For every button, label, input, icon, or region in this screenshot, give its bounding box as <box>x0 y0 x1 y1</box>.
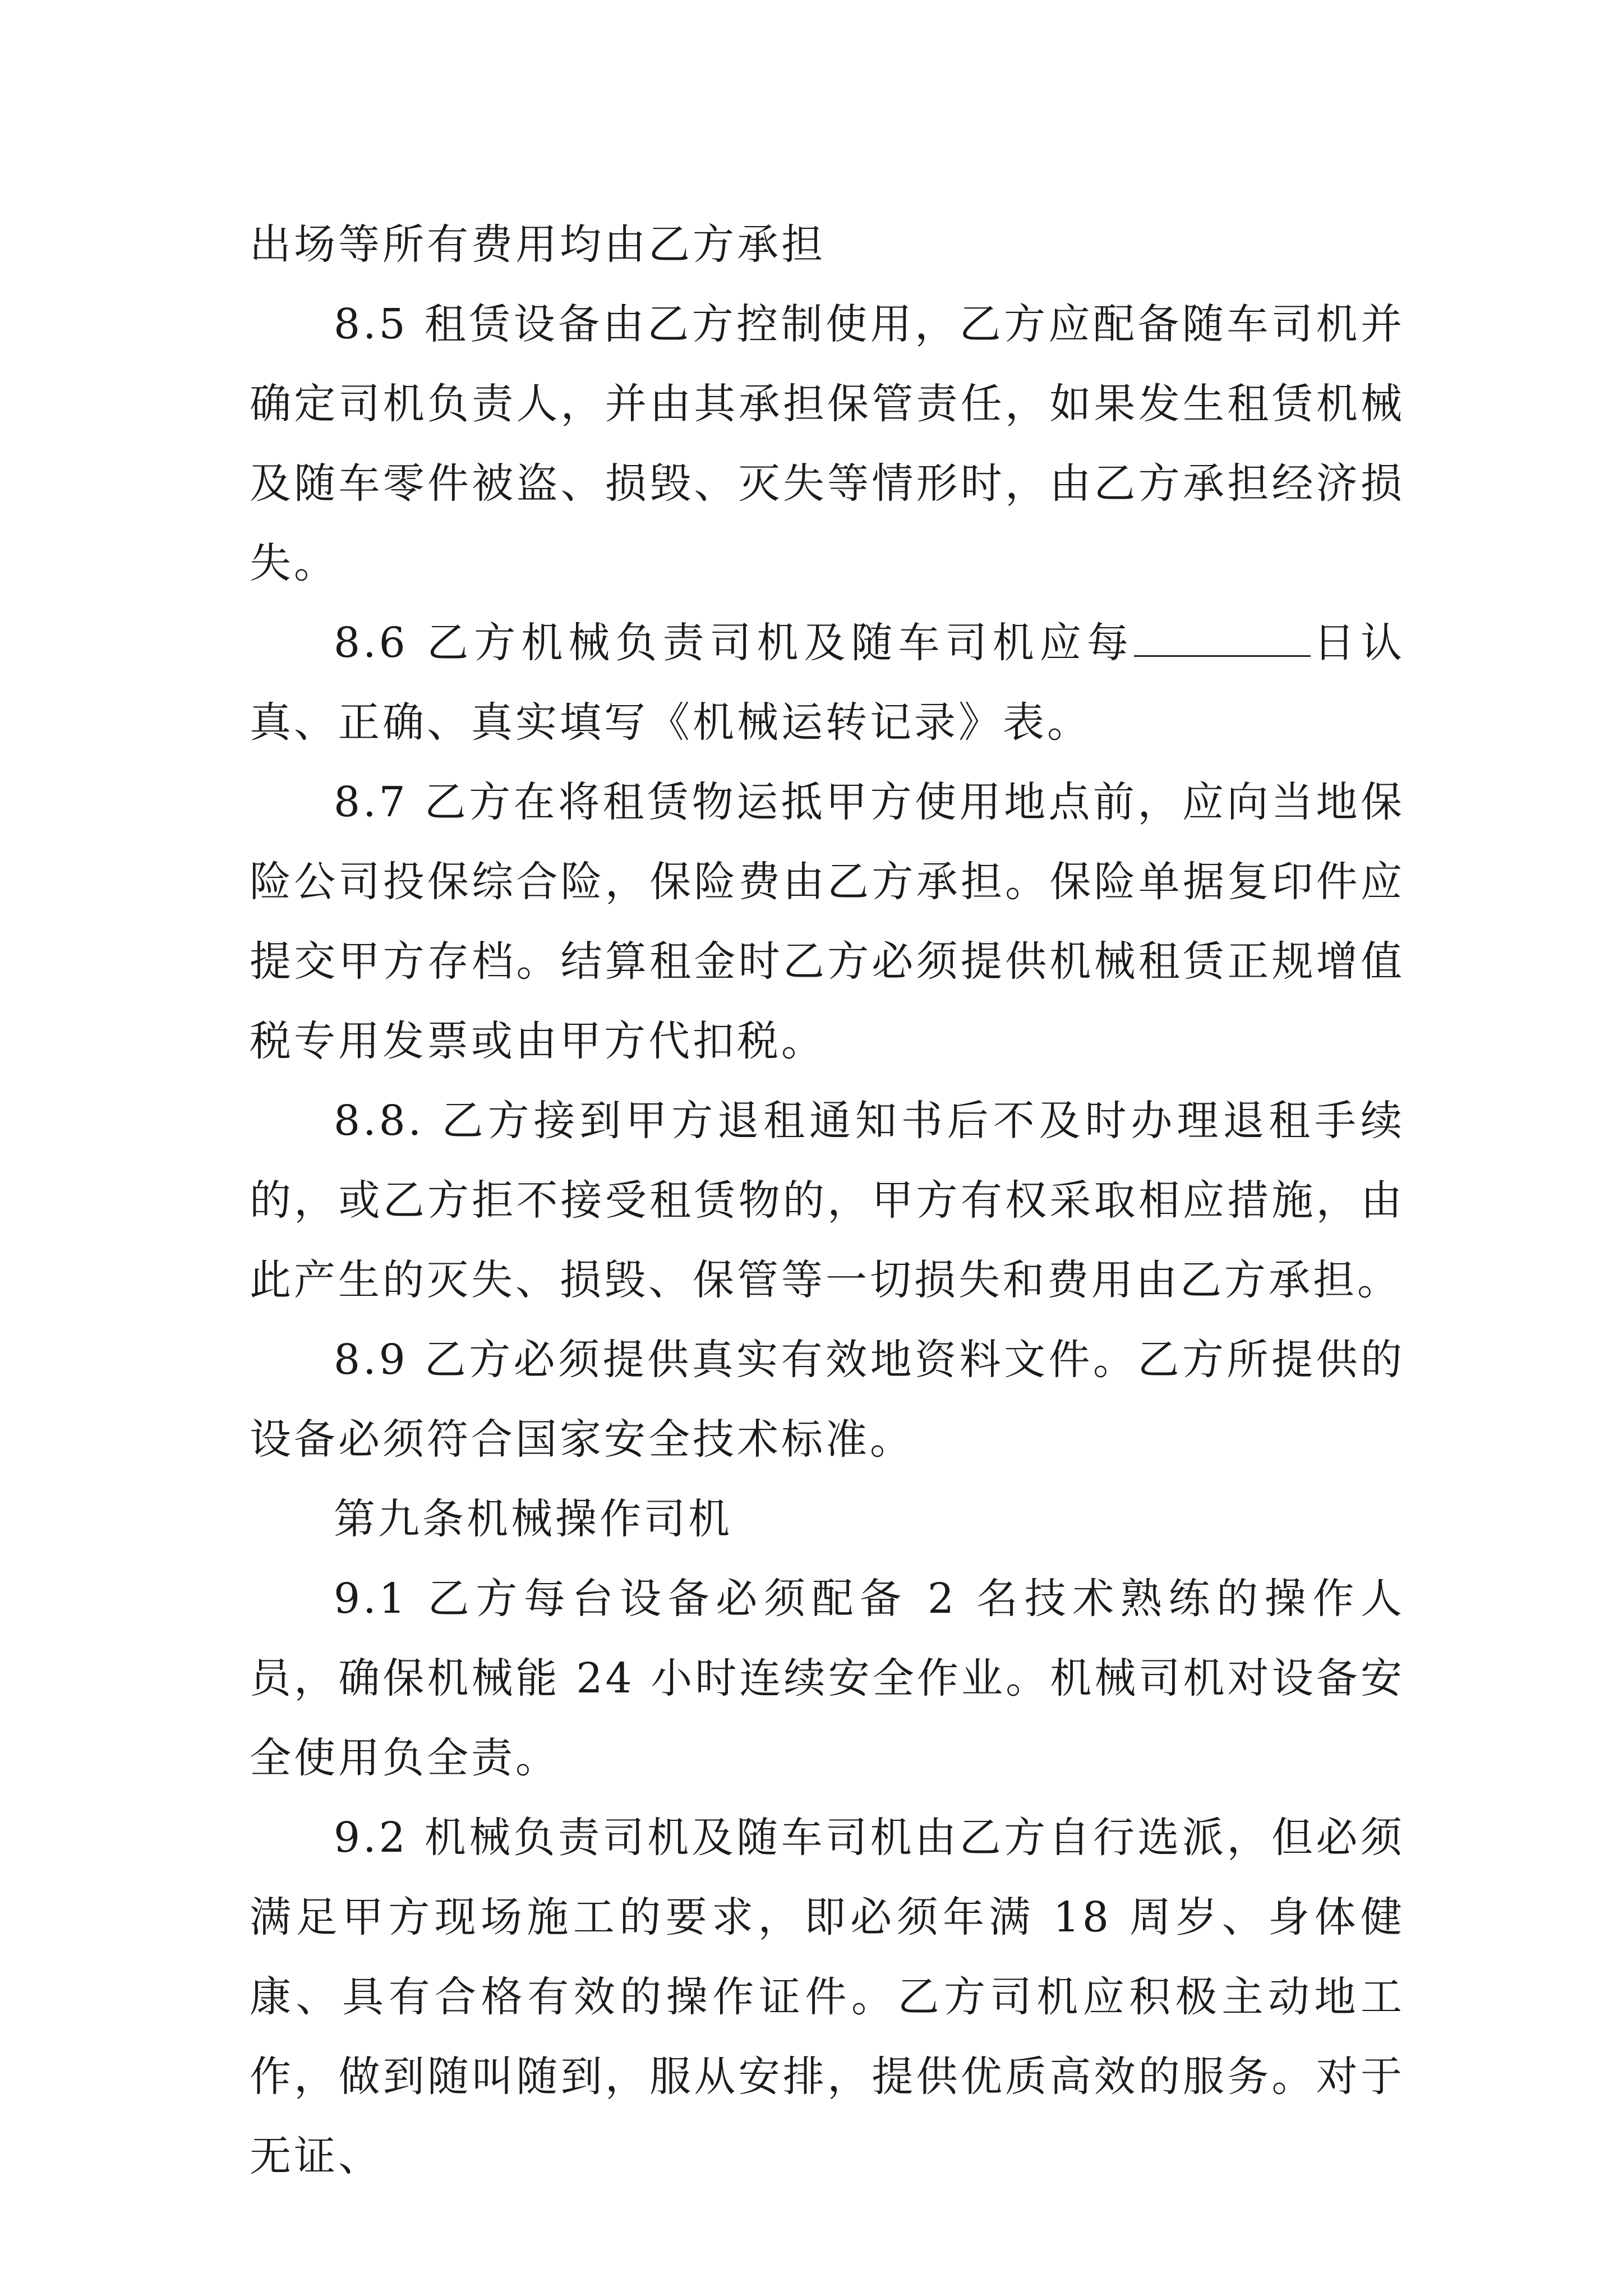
paragraph-continuation: 出场等所有费用均由乙方承担 <box>250 220 826 269</box>
paragraph-8-7: 8.7 乙方在将租赁物运抵甲方使用地点前，应向当地保险公司投保综合险，保险费由乙方承担。保险单据复印件应提交甲方存档。结算租金时乙方必须提供机械租赁正规增值税专用发票或由甲方代扣税。 <box>250 778 1405 1065</box>
section-heading-article-9: 第九条机械操作司机 <box>334 1495 732 1543</box>
paragraph-9-1: 9.1 乙方每台设备必须配备 2 名技术熟练的操作人员，确保机械能 24 小时连续安全作业。机械司机对设备安全使用负全责。 <box>250 1575 1405 1782</box>
paragraph-9-2: 9.2 机械负责司机及随车司机由乙方自行选派，但必须满足甲方现场施工的要求，即必须年满 18 周岁、身体健康、具有合格有效的操作证件。乙方司机应积极主动地工作，做到随叫随到，服从安排，提供优质高效的服务。对于无证、 <box>250 1814 1405 2180</box>
paragraph-8-8: 8.8. 乙方接到甲方退租通知书后不及时办理退租手续的，或乙方拒不接受租赁物的，甲方有权采取相应措施，由此产生的灭失、损毁、保管等一切损失和费用由乙方承担。 <box>250 1097 1405 1304</box>
document-body <box>250 205 1405 2196</box>
fill-in-blank <box>1134 622 1311 657</box>
paragraph-8-9: 8.9 乙方必须提供真实有效地资料文件。乙方所提供的设备必须符合国家安全技术标准。 <box>250 1336 1405 1464</box>
paragraph-8-6-start: 8.6 乙方机械负责司机及随车司机应每 <box>334 619 1134 667</box>
paragraph-8-6-end: 日认真、正确、真实填写《机械运转记录》表。 <box>250 619 1405 747</box>
paragraph-8-6 <box>250 603 1405 762</box>
paragraph-8-5: 8.5 租赁设备由乙方控制使用，乙方应配备随车司机并确定司机负责人，并由其承担保管责任，如果发生租赁机械及随车零件被盗、损毁、灭失等情形时，由乙方承担经济损失。 <box>250 300 1405 587</box>
